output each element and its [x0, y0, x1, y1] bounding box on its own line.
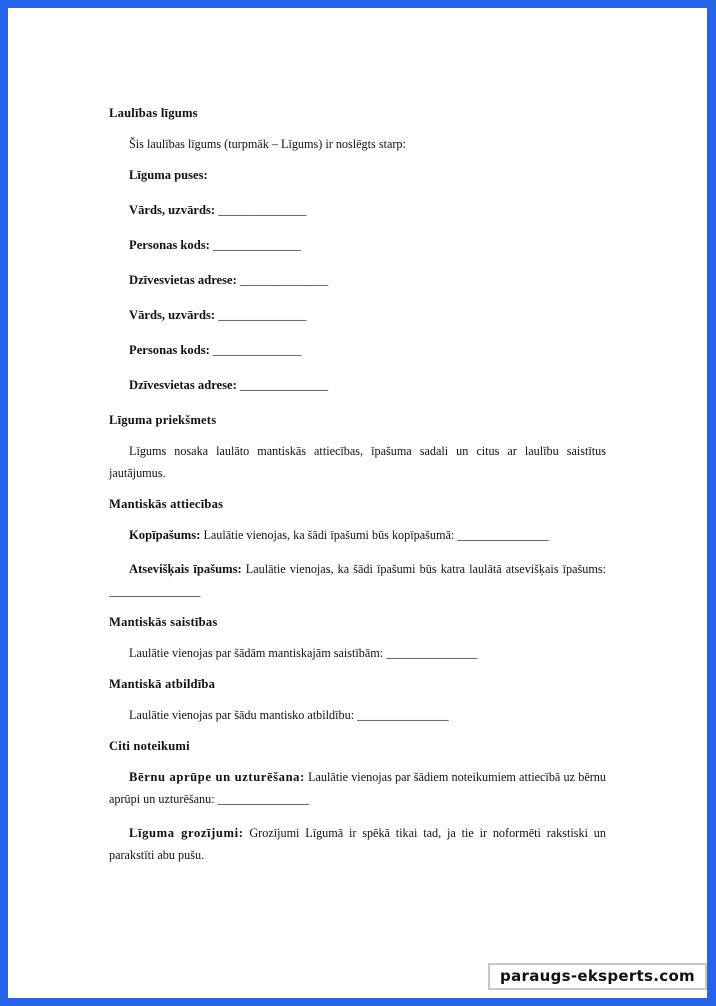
- liability-paragraph: [109, 704, 606, 726]
- field-label: Vārds, uzvārds:: [129, 308, 216, 322]
- blank-line: _______________: [109, 584, 201, 598]
- blank-line: ______________: [240, 378, 329, 392]
- obligations-paragraph: [109, 642, 606, 664]
- field-label: Personas kods:: [129, 343, 210, 357]
- intro-paragraph: Šis laulības līgums (turpmāk – Līgums) ir noslēgts starp:: [129, 137, 406, 151]
- section-heading-property-relations: Mantiskās attiecības: [109, 497, 224, 511]
- party1-personal-code-field: [109, 237, 606, 253]
- section-heading-subject: Līguma priekšmets: [109, 413, 217, 427]
- party1-name-field: [109, 202, 606, 218]
- blank-line: _______________: [357, 708, 449, 722]
- blank-line: ______________: [218, 203, 307, 217]
- document-page: [8, 8, 707, 998]
- clause-text: Laulātie vienojas par šādām mantiskajām saistībām:: [129, 646, 387, 660]
- separate-property-paragraph: [109, 558, 606, 602]
- clause-label: Bērnu aprūpe un uzturēšana:: [129, 770, 305, 784]
- subject-paragraph: Līgums nosaka laulāto mantiskās attiecības, īpašuma sadali un citus ar laulību saistītus jautājumus.: [109, 444, 606, 480]
- blank-line: ______________: [218, 308, 307, 322]
- document-title: Laulības līgums: [109, 106, 198, 120]
- blank-line: _______________: [457, 528, 549, 542]
- field-label: Vārds, uzvārds:: [129, 203, 216, 217]
- blank-line: _______________: [217, 792, 310, 806]
- party1-address-field: [109, 272, 606, 288]
- section-heading-other: Citi noteikumi: [109, 739, 190, 753]
- field-label: Personas kods:: [129, 238, 210, 252]
- section-heading-liability: Mantiskā atbildība: [109, 677, 216, 691]
- clause-text: Laulātie vienojas, ka šādi īpašumi būs katra laulātā atsevišķais īpašums:: [241, 562, 606, 576]
- clause-label: Kopīpašums:: [129, 528, 201, 542]
- parties-label: Līguma puses:: [129, 168, 208, 182]
- joint-property-paragraph: [109, 524, 606, 546]
- watermark-badge: paraugs-eksperts.com: [488, 963, 707, 990]
- field-label: Dzīvesvietas adrese:: [129, 378, 237, 392]
- field-label: Dzīvesvietas adrese:: [129, 273, 237, 287]
- clause-text: Laulātie vienojas par šādiem noteikumiem attiecībā uz bērnu aprūpi un uzturēšanu:: [109, 770, 606, 806]
- clause-label: Atsevišķais īpašums:: [129, 562, 242, 576]
- clause-text: Grozījumi Līgumā ir spēkā tikai tad, ja tie ir noformēti rakstiski un parakstīti abu pušu.: [109, 826, 606, 862]
- clause-text: Laulātie vienojas, ka šādi īpašumi būs kopīpašumā:: [200, 528, 458, 542]
- party2-address-field: [109, 377, 606, 393]
- clause-text: Laulātie vienojas par šādu mantisko atbildību:: [129, 708, 358, 722]
- amendments-paragraph: [109, 822, 606, 866]
- blank-line: ______________: [212, 238, 302, 252]
- blank-line: ______________: [240, 273, 329, 287]
- clause-label: Līguma grozījumi:: [129, 826, 244, 840]
- blank-line: _______________: [386, 646, 478, 660]
- section-heading-obligations: Mantiskās saistības: [109, 615, 218, 629]
- blank-line: ______________: [212, 343, 302, 357]
- party2-name-field: [109, 307, 606, 323]
- childcare-paragraph: [109, 766, 606, 810]
- party2-personal-code-field: [109, 342, 606, 358]
